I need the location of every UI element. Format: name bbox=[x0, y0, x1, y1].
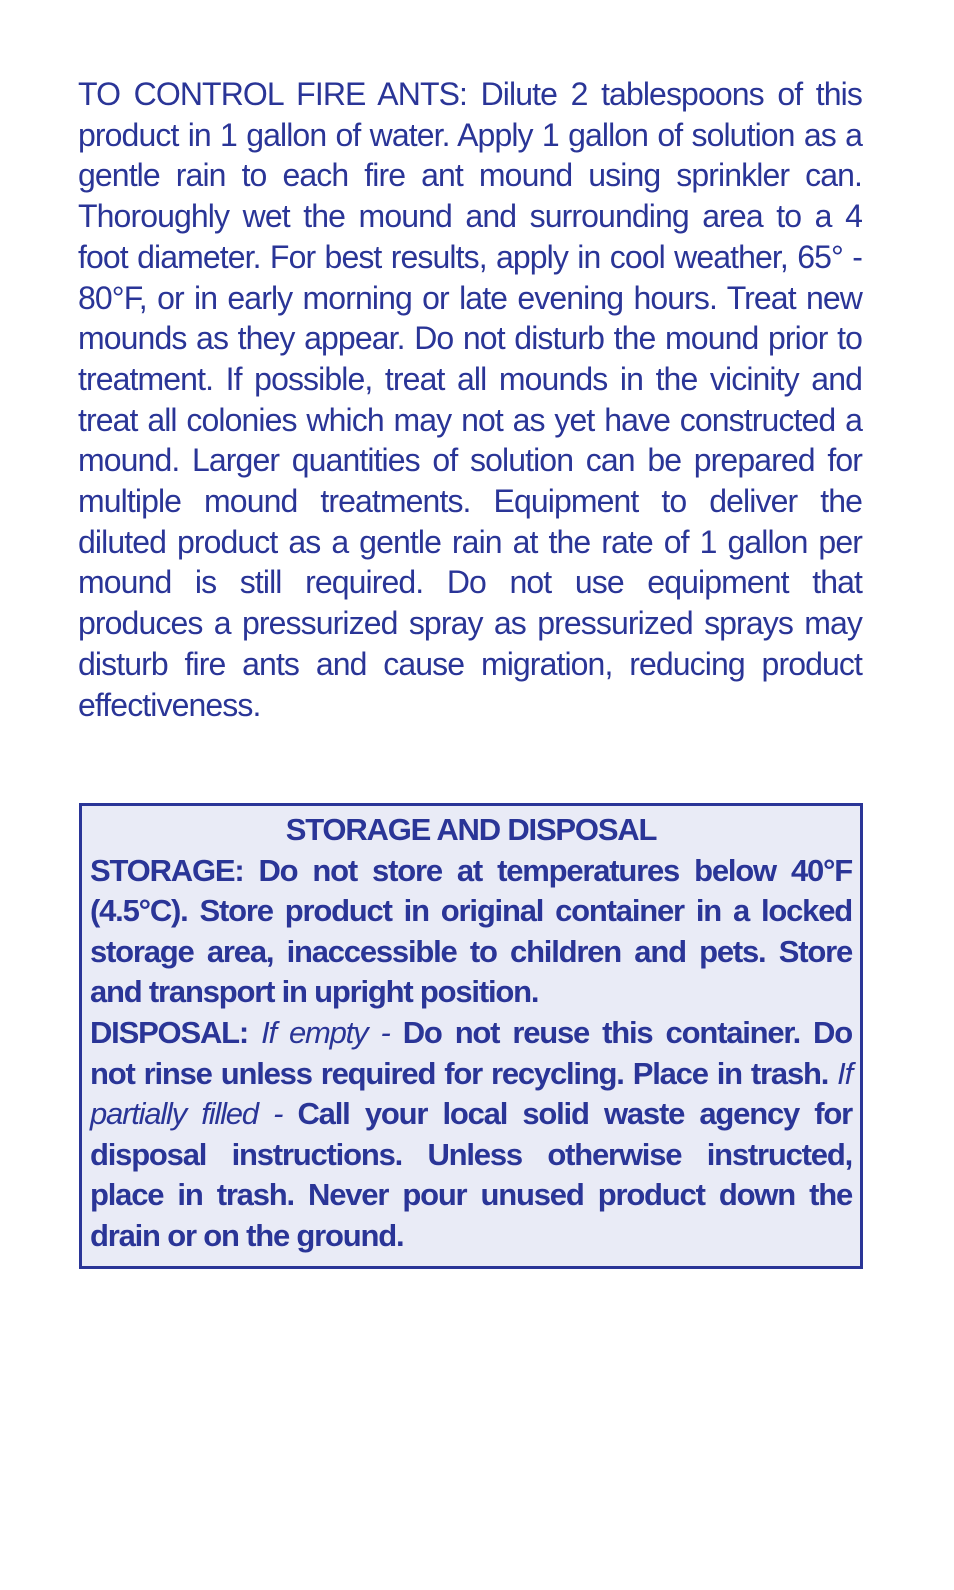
storage-disposal-title: STORAGE AND DISPOSAL bbox=[285, 812, 657, 847]
if-empty-label: If empty - bbox=[248, 1014, 403, 1050]
empty-text: Do not reuse this container. Do not rinse unless required for recycling. Place in trash. bbox=[90, 1014, 852, 1091]
storage-label: STORAGE: bbox=[90, 852, 244, 888]
if-partial-label: If partially filled - bbox=[90, 1055, 852, 1132]
fire-ants-instructions: TO CONTROL FIRE ANTS: Dilute 2 tablespoons of this product in 1 gallon of water. Apply 1 gallon of solution as a gentle rain to each fire ant mound using sprinkler can. Thoroughly wet the mound and surrounding area to a 4 foot diameter. For best results, apply in cool weather, 65° - 80°F, or in early morning or late evening hours. Treat new mounds as they appear. Do not disturb the mound prior to treatment. If possible, treat all mounds in the vicinity and treat all colonies which may not as yet have constructed a mound. Larger quantities of solution can be prepared for multiple mound treatments. Equipment to deliver the diluted product as a gentle rain at the rate of 1 gallon per mound is still required. Do not use equipment that produces a pressurized spray as pressurized sprays may disturb fire ants and cause migration, reducing product effectiveness. bbox=[78, 76, 862, 723]
partial-text: Call your local solid waste agency for disposal instructions. Unless otherwise instructed, place in trash. Never pour unused product down the drain or on the ground. bbox=[90, 1096, 853, 1253]
storage-disposal-body bbox=[90, 851, 852, 1257]
storage-text: Do not store at temperatures below 40°F (4.5°C). Store product in original container in a locked storage area, inaccessible to children and pets. Store and transport in upright position. bbox=[90, 852, 852, 1010]
disposal-label: DISPOSAL: bbox=[90, 1014, 248, 1050]
storage-disposal-box bbox=[79, 803, 863, 1269]
